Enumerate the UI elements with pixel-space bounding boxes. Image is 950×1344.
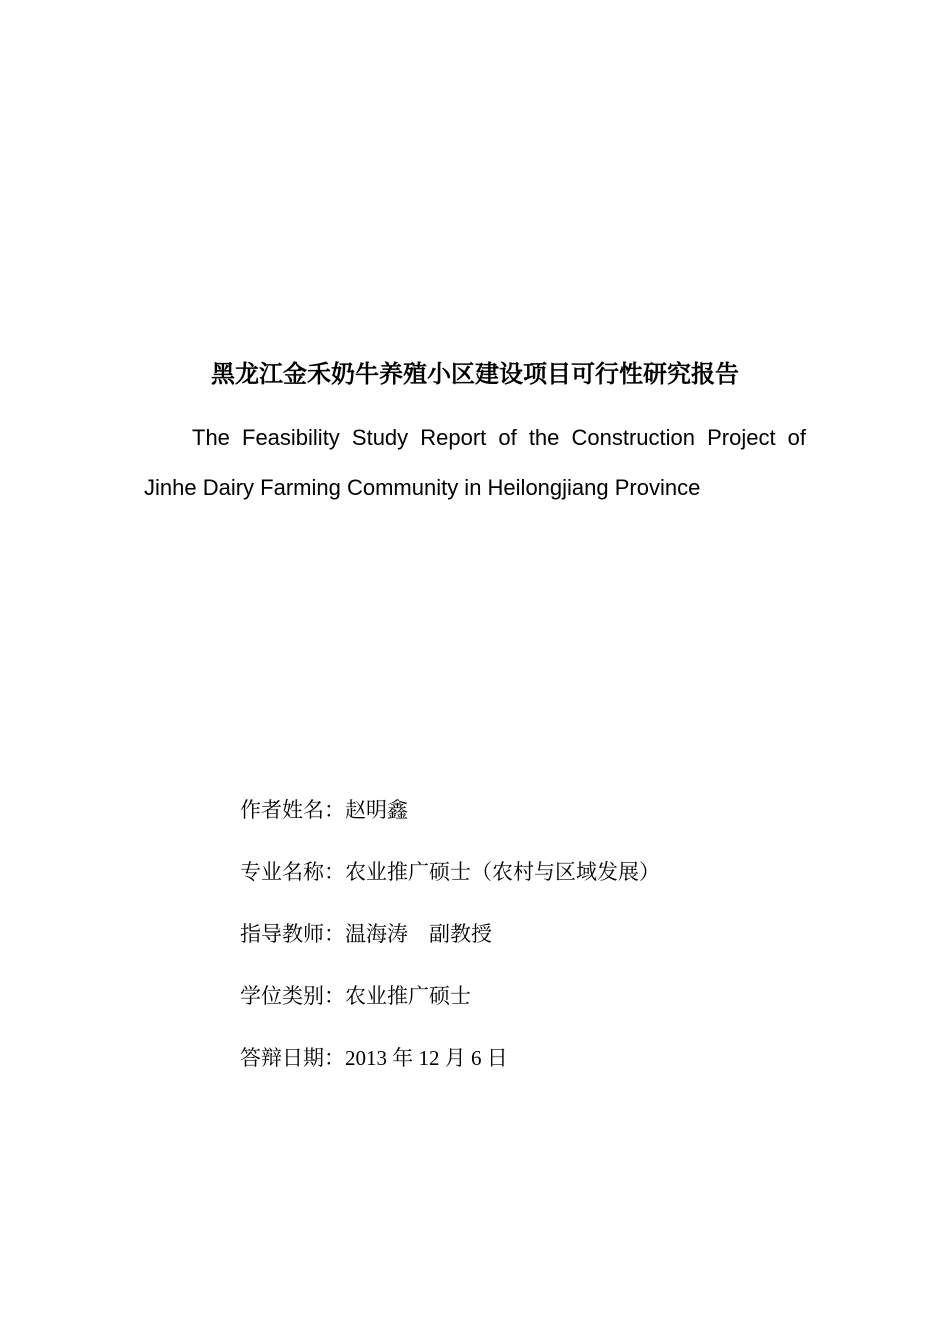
info-value: 农业推广硕士 — [345, 984, 471, 1008]
info-label: 作者姓名： — [240, 798, 345, 822]
info-row-degree — [240, 976, 840, 1038]
info-value: 赵明鑫 — [345, 798, 408, 822]
info-label: 学位类别： — [240, 984, 345, 1008]
chinese-title: 黑龙江金禾奶牛养殖小区建设项目可行性研究报告 — [211, 360, 739, 388]
info-value: 农业推广硕士（农村与区域发展） — [345, 860, 660, 884]
info-value: 2013 年 12 月 6 日 — [345, 1046, 508, 1070]
info-row-defense-date — [240, 1038, 840, 1100]
info-label: 指导教师： — [240, 922, 345, 946]
info-value: 温海涛 副教授 — [345, 922, 492, 946]
info-label: 专业名称： — [240, 860, 345, 884]
info-row-advisor — [240, 914, 840, 976]
english-title: The Feasibility Study Report of the Construction Project of Jinhe Dairy Farming Community in Heilongjiang Province — [144, 425, 806, 500]
author-info — [240, 790, 840, 1100]
info-label: 答辩日期： — [240, 1046, 345, 1070]
info-row-major — [240, 852, 840, 914]
info-row-author — [240, 790, 840, 852]
